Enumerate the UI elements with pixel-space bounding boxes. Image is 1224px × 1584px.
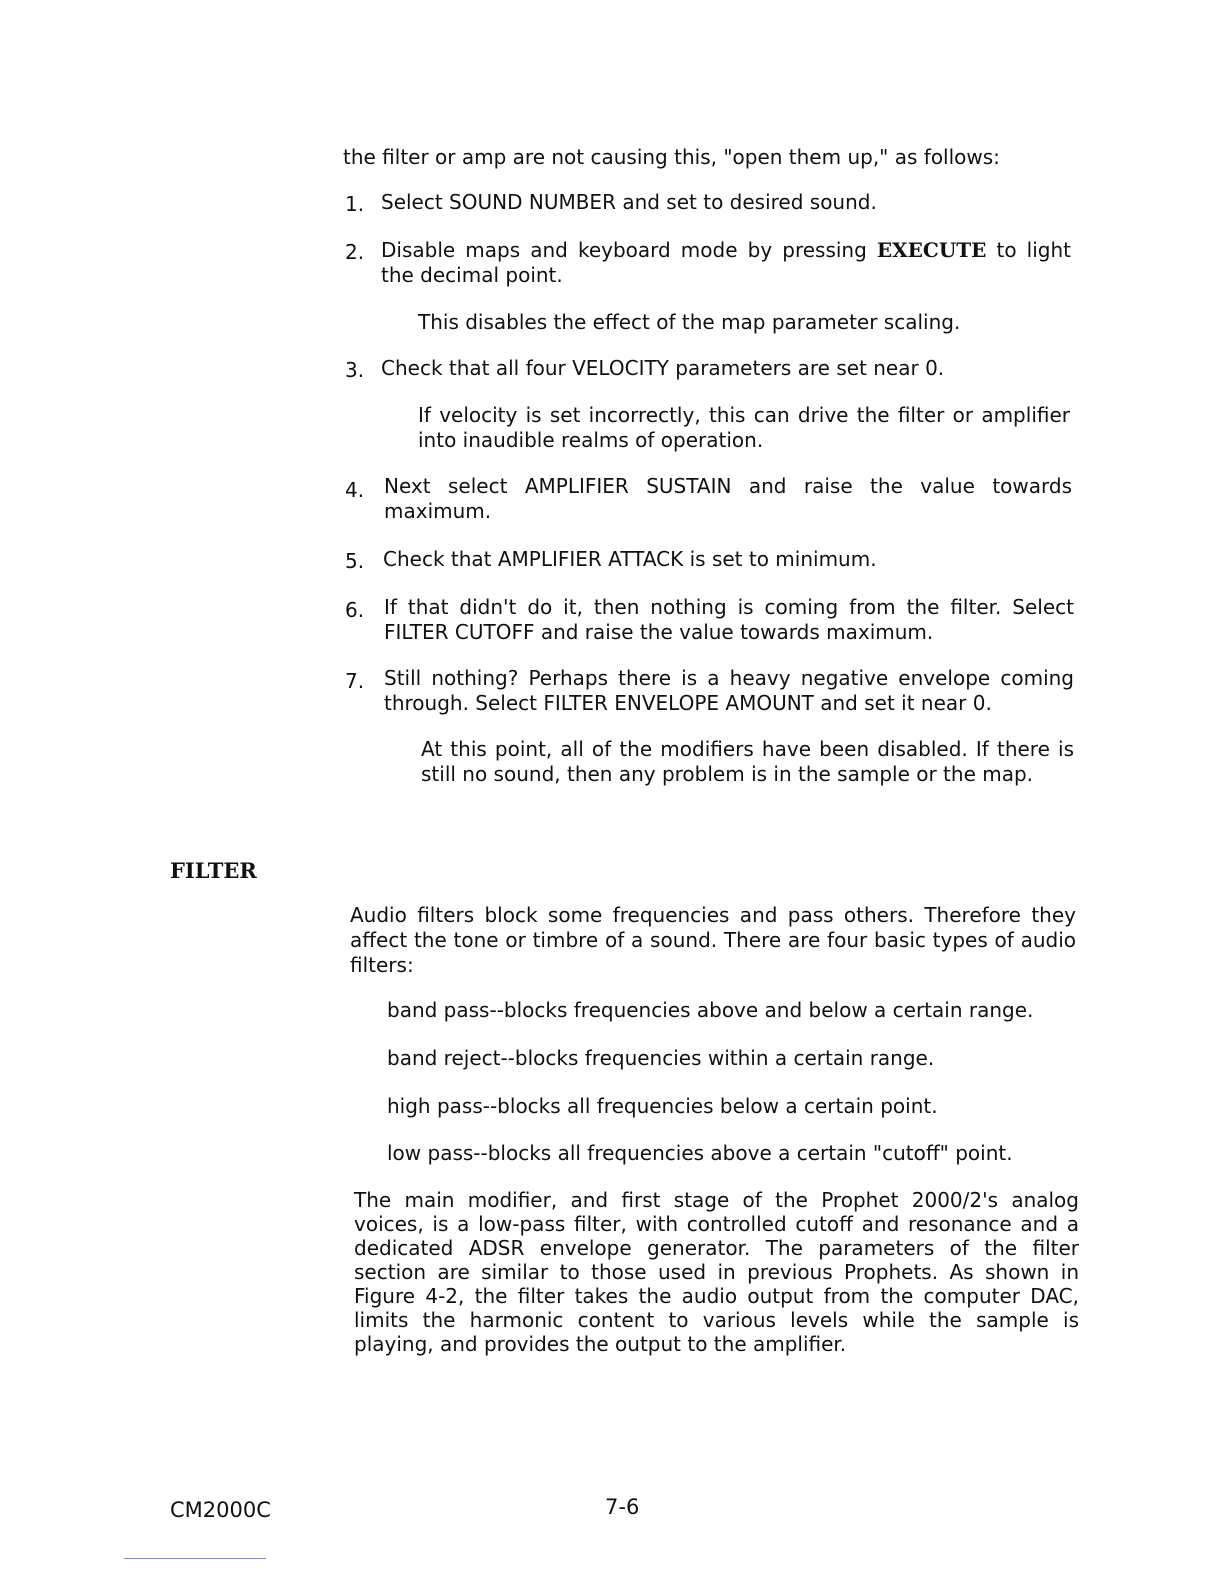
- step-number: 1.: [345, 192, 365, 216]
- note-text: If velocity is set incorrectly, this can drive the filter or amplifier into inaudible realms of operation.: [418, 403, 1070, 452]
- step-text: Still nothing? Perhaps there is a heavy negative envelope coming through. Select FILTER ENVELOPE AMOUNT and set it near 0.: [384, 666, 1074, 715]
- section-intro: Audio filters block some frequencies and pass others. Therefore they affect the tone or timbre of a sound. There are four basic types of audio filters:: [350, 903, 1076, 977]
- step-text: Next select AMPLIFIER SUSTAIN and raise the value towards maximum.: [384, 474, 1072, 523]
- filter-type-item: band pass--blocks frequencies above and below a certain range.: [387, 998, 1034, 1022]
- note-text: At this point, all of the modifiers have been disabled. If there is still no sound, then any problem is in the sample or the map.: [421, 737, 1074, 786]
- step-text-part: to light the decimal point.: [381, 238, 1071, 287]
- step-text: Check that all four VELOCITY parameters are set near 0.: [381, 356, 945, 380]
- step-number: 2.: [345, 240, 365, 264]
- step-number: 4.: [345, 478, 365, 502]
- step-text: Select SOUND NUMBER and set to desired sound.: [381, 190, 877, 214]
- page-number: 7-6: [605, 1495, 640, 1519]
- execute-key-label: EXECUTE: [876, 238, 987, 262]
- document-code: CM2000C: [170, 1498, 271, 1522]
- footer-divider: [124, 1558, 266, 1559]
- note-text: This disables the effect of the map parameter scaling.: [418, 310, 961, 334]
- filter-type-item: band reject--blocks frequencies within a certain range.: [387, 1046, 935, 1070]
- section-heading: FILTER: [170, 858, 257, 883]
- step-text-part: Disable maps and keyboard mode by pressing: [381, 238, 877, 262]
- step-number: 3.: [345, 358, 365, 382]
- filter-type-item: low pass--blocks all frequencies above a certain "cutoff" point.: [387, 1141, 1013, 1165]
- step-text: Check that AMPLIFIER ATTACK is set to minimum.: [383, 547, 877, 571]
- step-number: 5.: [345, 549, 365, 573]
- step-number: 7.: [345, 669, 365, 693]
- filter-type-item: high pass--blocks all frequencies below a certain point.: [387, 1094, 938, 1118]
- step-text: If that didn't do it, then nothing is coming from the filter. Select FILTER CUTOFF and raise the value towards maximum.: [384, 595, 1074, 644]
- intro-text: the filter or amp are not causing this, "open them up," as follows:: [343, 145, 1000, 169]
- step-text: [381, 238, 1071, 288]
- section-body: The main modifier, and first stage of the Prophet 2000/2's analog voices, is a low-pass filter, with controlled cutoff and resonance and a dedicated ADSR envelope generator. The parameters of the filter section are similar to those used in previous Prophets. As shown in Figure 4-2, the filter takes the audio output from the computer DAC, limits the harmonic content to various levels while the sample is playing, and provides the output to the amplifier.: [354, 1188, 1079, 1356]
- step-number: 6.: [345, 598, 365, 622]
